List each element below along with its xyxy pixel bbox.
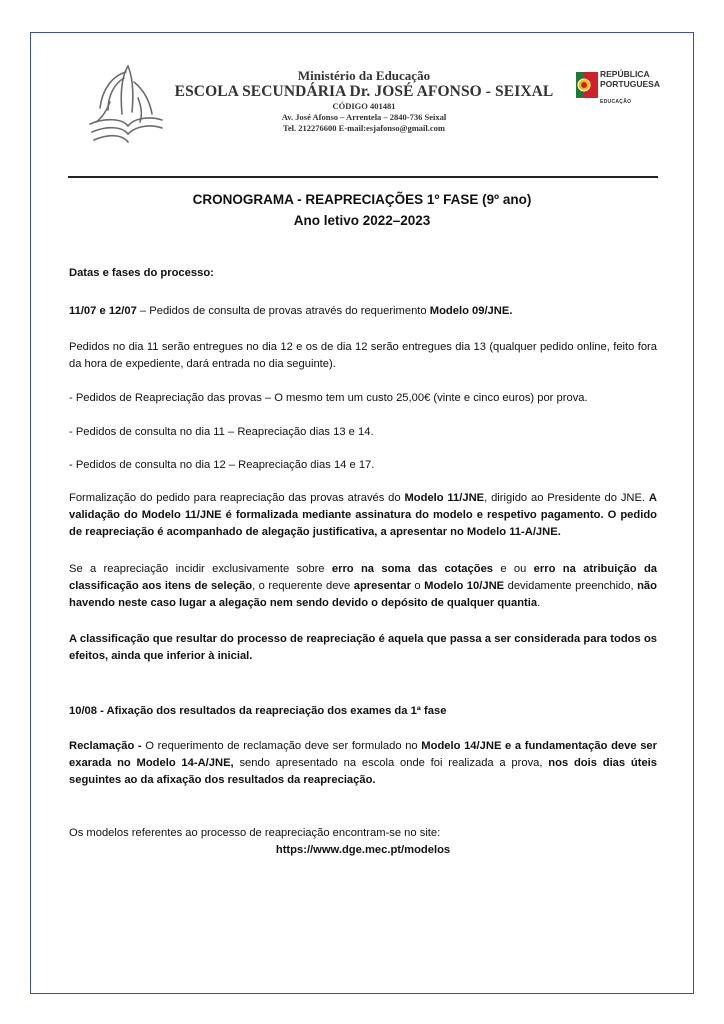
results-text: 10/08 - Afixação dos resultados da reapreciação dos exames da 1ª fase bbox=[69, 705, 447, 717]
dates-text: – Pedidos de consulta de provas através do requerimento bbox=[136, 305, 430, 317]
republic-education: EDUCAÇÃO bbox=[600, 99, 632, 105]
paragraph-formalization bbox=[69, 490, 657, 541]
error-text-g: o bbox=[410, 580, 425, 592]
complaint-text-e: nos dois dias úteis seguintes ao da afixação dos resultados da reapreciação. bbox=[69, 757, 657, 786]
models-text: Os modelos referentes ao processo de reapreciação encontram-se no site: bbox=[69, 827, 441, 839]
paragraph-schedule-12 bbox=[69, 457, 657, 474]
paragraph-schedule-11 bbox=[69, 424, 657, 441]
schedule-12-text: - Pedidos de consulta no dia 12 – Reapreciação dias 14 e 17. bbox=[69, 459, 375, 471]
school-contact: Tel. 212276600 E-mail:esjafonso@gmail.com bbox=[283, 123, 445, 133]
ministry-name: Ministério da Educação bbox=[297, 68, 431, 83]
paragraph-models bbox=[69, 825, 657, 859]
header-divider bbox=[68, 176, 658, 178]
error-text-i: devidamente preenchido, bbox=[504, 580, 638, 592]
error-text-c: e ou bbox=[493, 563, 534, 575]
school-logo bbox=[82, 62, 166, 144]
complaint-label: Reclamação - bbox=[69, 740, 142, 752]
paragraph-dates bbox=[69, 303, 657, 320]
validation-text: A validação do Modelo 11/JNE é formalizada mediante assinatura do modelo e respetivo pagamento. O pedido de reapreciação é acompanhado de alegação justificativa, a apresentar no Modelo 11-A/JNE. bbox=[69, 492, 657, 538]
formalization-text-2: , dirigido ao Presidente do JNE. bbox=[484, 492, 649, 504]
schedule-11-text: - Pedidos de consulta no dia 11 – Reapreciação dias 13 e 14. bbox=[69, 426, 374, 438]
model-09: Modelo 09/JNE. bbox=[429, 305, 513, 317]
model-11: Modelo 11/JNE bbox=[404, 492, 485, 504]
republic-name bbox=[600, 70, 660, 89]
school-header bbox=[170, 68, 558, 134]
model-10: Modelo 10/JNE bbox=[424, 580, 505, 592]
school-address: Av. José Afonso – Arrentela – 2840-736 Seixal bbox=[281, 112, 447, 122]
delivery-text: Pedidos no dia 11 serão entregues no dia 12 e os de dia 12 serão entregues dia 13 (qualquer pedido online, feito fora da hora de expediente, dará entrada no dia seguinte). bbox=[69, 341, 657, 370]
paragraph-results bbox=[69, 703, 657, 720]
school-code: CÓDIGO 401481 bbox=[332, 101, 396, 111]
document-subtitle: Ano letivo 2022–2023 bbox=[293, 213, 431, 228]
error-text-b: erro na soma das cotações bbox=[331, 563, 494, 575]
republic-line1: REPÚBLICA bbox=[600, 69, 650, 79]
cost-text: - Pedidos de Reapreciação das provas – O mesmo tem um custo 25,00€ (vinte e cinco euros) por prova. bbox=[69, 392, 588, 404]
section-heading-text: Datas e fases do processo: bbox=[69, 267, 214, 279]
error-text-f: apresentar bbox=[353, 580, 411, 592]
republic-line2: PORTUGUESA bbox=[600, 78, 660, 89]
complaint-text-c: Modelo 14/JNE e a fundamentação deve ser exarada no Modelo 14-A/JNE, bbox=[69, 740, 658, 769]
error-text-j: não havendo neste caso lugar a alegação nem sendo devido o depósito de qualquer quantia bbox=[69, 580, 657, 609]
paragraph-classification bbox=[69, 631, 657, 665]
section-heading bbox=[69, 265, 657, 282]
error-text-k: . bbox=[537, 597, 541, 609]
error-text-d: erro na atribuição da classificação aos itens de seleção bbox=[69, 563, 657, 592]
paragraph-cost bbox=[69, 390, 657, 407]
dates-label: 11/07 e 12/07 bbox=[69, 305, 137, 317]
complaint-text-d: sendo apresentado na escola onde foi realizada a prova, bbox=[233, 757, 549, 769]
document-title: CRONOGRAMA - REAPRECIAÇÕES 1º FASE (9º ano) bbox=[192, 192, 532, 207]
error-text-a: Se a reapreciação incidir exclusivamente sobre bbox=[69, 563, 332, 575]
complaint-text-b: O requerimento de reclamação deve ser formulado no bbox=[141, 740, 422, 752]
paragraph-complaint bbox=[69, 738, 657, 789]
models-link[interactable]: https://www.dge.mec.pt/modelos bbox=[275, 844, 451, 856]
error-text-e: , o requerente deve bbox=[252, 580, 354, 592]
paragraph-delivery bbox=[69, 339, 657, 373]
formalization-text: Formalização do pedido para reapreciação das provas através do bbox=[69, 492, 405, 504]
paragraph-error bbox=[69, 561, 657, 612]
classification-text: A classificação que resultar do processo de reapreciação é aquela que passa a ser considerada para todos os efeitos, ainda que inferior à inicial. bbox=[69, 633, 657, 662]
school-name: ESCOLA SECUNDÁRIA Dr. JOSÉ AFONSO - SEIXAL bbox=[174, 83, 554, 100]
